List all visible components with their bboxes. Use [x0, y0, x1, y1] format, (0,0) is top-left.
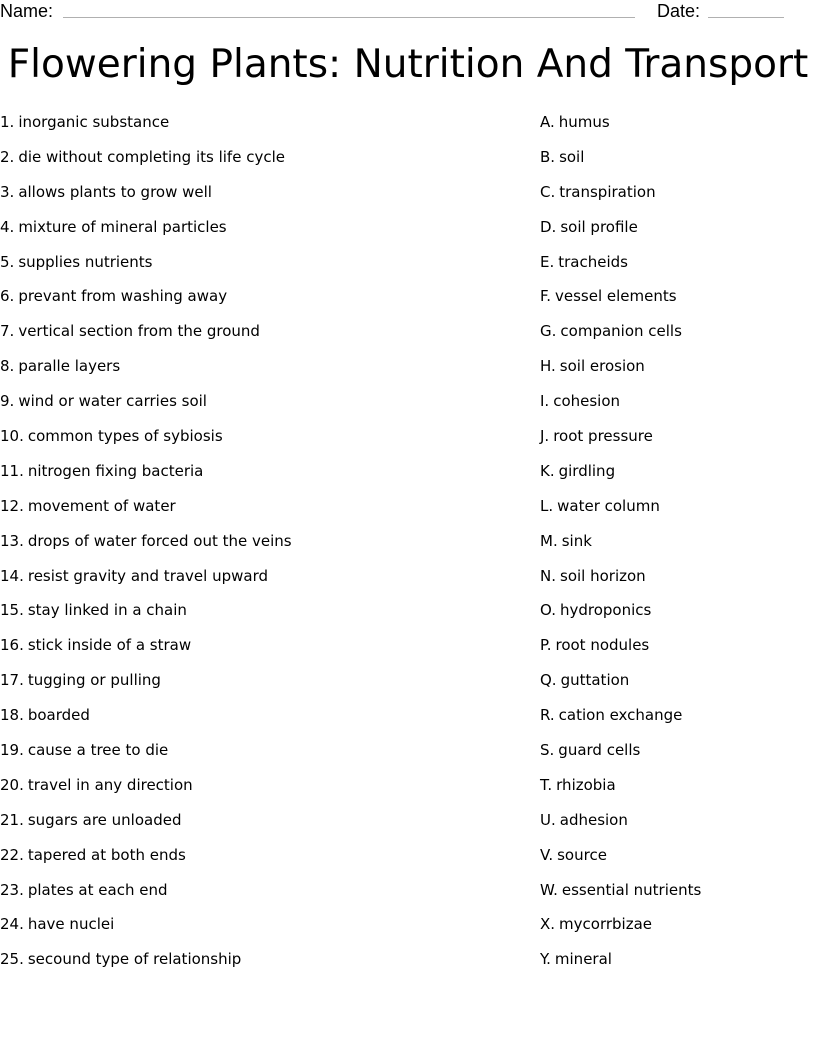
- clue-item: [0, 843, 520, 878]
- answer-item: [540, 389, 810, 424]
- clue-item: [0, 668, 520, 703]
- answer-list: [540, 110, 810, 982]
- clue-item-label: 18.: [0, 706, 24, 725]
- clue-item: [0, 947, 520, 982]
- answer-item-text: mineral: [554, 950, 612, 969]
- clue-item: [0, 494, 520, 529]
- clue-item: [0, 354, 520, 389]
- answer-item-text: soil: [559, 147, 585, 166]
- clue-item-label: 4.: [0, 217, 15, 236]
- clue-item-text: tugging or pulling: [27, 671, 161, 690]
- answer-item: [540, 773, 810, 808]
- answer-item-text: guttation: [560, 671, 630, 690]
- answer-item: [540, 180, 810, 215]
- clue-item: [0, 424, 520, 459]
- clue-item-label: 9.: [0, 392, 15, 411]
- answer-item-label: N.: [540, 566, 556, 585]
- clue-item-text: travel in any direction: [27, 775, 193, 794]
- clue-item: [0, 110, 520, 145]
- answer-item: [540, 598, 810, 633]
- answer-item-text: adhesion: [559, 810, 628, 829]
- worksheet-header: [0, 0, 816, 24]
- answer-item: [540, 215, 810, 250]
- answer-item-label: D.: [540, 217, 557, 236]
- clue-item-label: 16.: [0, 636, 24, 655]
- clue-item: [0, 912, 520, 947]
- answer-item: [540, 668, 810, 703]
- date-label: Date:: [657, 1, 701, 21]
- answer-item: [540, 738, 810, 773]
- answer-item-label: B.: [540, 147, 556, 166]
- clue-item-label: 1.: [0, 113, 15, 131]
- clue-item: [0, 878, 520, 913]
- clue-item: [0, 459, 520, 494]
- answer-item-text: sink: [561, 531, 592, 550]
- answer-item: [540, 878, 810, 913]
- answer-item-label: F.: [540, 287, 551, 306]
- clue-item-text: secound type of relationship: [27, 950, 242, 969]
- clue-item-label: 15.: [0, 601, 24, 620]
- answer-item-text: cohesion: [553, 392, 621, 411]
- clue-item-text: resist gravity and travel upward: [27, 566, 269, 585]
- clue-item: [0, 284, 520, 319]
- answer-item-text: transpiration: [559, 182, 656, 201]
- answer-item-text: cation exchange: [558, 706, 683, 725]
- clue-item-label: 12.: [0, 496, 24, 515]
- clue-item: [0, 215, 520, 250]
- clue-item: [0, 564, 520, 599]
- clue-item-text: boarded: [27, 706, 90, 725]
- answer-item-label: P.: [540, 636, 552, 655]
- clue-item-label: 17.: [0, 671, 24, 690]
- answer-item: [540, 319, 810, 354]
- answer-item-label: H.: [540, 357, 556, 376]
- clue-item-text: sugars are unloaded: [27, 810, 182, 829]
- clue-item-text: allows plants to grow well: [18, 182, 212, 201]
- answer-item-label: O.: [540, 601, 556, 620]
- clue-item-text: paralle layers: [18, 357, 121, 376]
- answer-item-text: tracheids: [558, 252, 628, 271]
- answer-item-text: hydroponics: [559, 601, 652, 620]
- answer-item-text: companion cells: [560, 322, 682, 341]
- date-blank-line: [708, 17, 784, 18]
- clue-list: [0, 110, 520, 982]
- answer-item-text: water column: [557, 496, 660, 515]
- clue-item: [0, 145, 520, 180]
- answer-item: [540, 703, 810, 738]
- clue-item: [0, 180, 520, 215]
- clue-item-label: 21.: [0, 810, 24, 829]
- clue-item-text: prevant from washing away: [18, 287, 228, 306]
- answer-item-text: root nodules: [555, 636, 650, 655]
- clue-item-label: 8.: [0, 357, 15, 376]
- clue-item-label: 25.: [0, 950, 24, 969]
- answer-item: [540, 947, 810, 982]
- answer-item-label: W.: [540, 880, 558, 899]
- clue-item-label: 2.: [0, 147, 15, 166]
- clue-item: [0, 529, 520, 564]
- answer-item-label: J.: [540, 427, 550, 446]
- name-blank-line: [63, 17, 635, 18]
- answer-item-label: Y.: [540, 950, 551, 969]
- answer-item-text: root pressure: [553, 427, 653, 446]
- answer-item-label: T.: [540, 775, 553, 794]
- clue-item-text: vertical section from the ground: [18, 322, 260, 341]
- clue-item-text: movement of water: [27, 496, 176, 515]
- clue-item-text: plates at each end: [27, 880, 168, 899]
- answer-item-text: humus: [558, 113, 610, 131]
- clue-item-text: have nuclei: [27, 915, 115, 934]
- answer-item-text: rhizobia: [556, 775, 616, 794]
- clue-item-text: mixture of mineral particles: [18, 217, 227, 236]
- answer-item-label: M.: [540, 531, 558, 550]
- clue-item-text: stick inside of a straw: [27, 636, 192, 655]
- clue-item: [0, 808, 520, 843]
- answer-item: [540, 494, 810, 529]
- clue-item: [0, 389, 520, 424]
- clue-item-label: 6.: [0, 287, 15, 306]
- answer-item-text: guard cells: [558, 741, 641, 760]
- clue-item: [0, 319, 520, 354]
- clue-item-text: cause a tree to die: [27, 741, 169, 760]
- clue-item: [0, 250, 520, 285]
- answer-item-label: G.: [540, 322, 557, 341]
- clue-item-label: 23.: [0, 880, 24, 899]
- answer-item: [540, 843, 810, 878]
- answer-item-label: X.: [540, 915, 556, 934]
- answer-item-label: S.: [540, 741, 555, 760]
- answer-item: [540, 564, 810, 599]
- clue-item: [0, 738, 520, 773]
- answer-item-label: I.: [540, 392, 550, 411]
- answer-item: [540, 459, 810, 494]
- answer-item: [540, 424, 810, 459]
- clue-item-label: 24.: [0, 915, 24, 934]
- answer-item-text: source: [557, 845, 607, 864]
- clue-item: [0, 633, 520, 668]
- answer-item: [540, 912, 810, 947]
- clue-item-text: inorganic substance: [18, 113, 170, 131]
- answer-item-label: U.: [540, 810, 556, 829]
- clue-item-label: 14.: [0, 566, 24, 585]
- clue-item-label: 22.: [0, 845, 24, 864]
- clue-item-text: common types of sybiosis: [27, 427, 223, 446]
- answer-item: [540, 633, 810, 668]
- clue-item: [0, 598, 520, 633]
- answer-item-text: vessel elements: [555, 287, 677, 306]
- answer-item-text: girdling: [558, 461, 616, 480]
- clue-item-label: 11.: [0, 461, 24, 480]
- name-label: Name:: [0, 1, 54, 21]
- clue-item-text: nitrogen fixing bacteria: [27, 461, 204, 480]
- clue-item: [0, 773, 520, 808]
- clue-item-label: 13.: [0, 531, 24, 550]
- answer-item: [540, 250, 810, 285]
- clue-item-text: die without completing its life cycle: [18, 147, 285, 166]
- answer-item-label: E.: [540, 252, 555, 271]
- answer-item-text: soil horizon: [560, 566, 646, 585]
- answer-item: [540, 354, 810, 389]
- answer-item-text: soil profile: [560, 217, 638, 236]
- answer-item-label: Q.: [540, 671, 557, 690]
- clue-item-label: 5.: [0, 252, 15, 271]
- answer-item-label: C.: [540, 182, 556, 201]
- answer-item: [540, 529, 810, 564]
- answer-item-text: soil erosion: [559, 357, 645, 376]
- clue-item: [0, 703, 520, 738]
- clue-item-text: tapered at both ends: [27, 845, 186, 864]
- answer-item-label: R.: [540, 706, 555, 725]
- answer-item-label: K.: [540, 461, 555, 480]
- answer-item: [540, 808, 810, 843]
- clue-item-text: wind or water carries soil: [18, 392, 207, 411]
- clue-item-text: drops of water forced out the veins: [27, 531, 292, 550]
- clue-item-text: stay linked in a chain: [27, 601, 187, 620]
- page-title: Flowering Plants: Nutrition And Transport: [7, 42, 809, 87]
- clue-item-label: 19.: [0, 741, 24, 760]
- clue-item-label: 3.: [0, 182, 15, 201]
- answer-item-text: mycorrbizae: [559, 915, 653, 934]
- answer-item-label: V.: [540, 845, 554, 864]
- answer-item: [540, 145, 810, 180]
- clue-item-label: 10.: [0, 427, 24, 446]
- answer-item-label: L.: [540, 496, 554, 515]
- answer-item-label: A.: [540, 113, 555, 131]
- clue-item-label: 20.: [0, 775, 24, 794]
- clue-item-text: supplies nutrients: [18, 252, 153, 271]
- answer-item-text: essential nutrients: [561, 880, 702, 899]
- answer-item: [540, 284, 810, 319]
- answer-item: [540, 110, 810, 145]
- clue-item-label: 7.: [0, 322, 15, 341]
